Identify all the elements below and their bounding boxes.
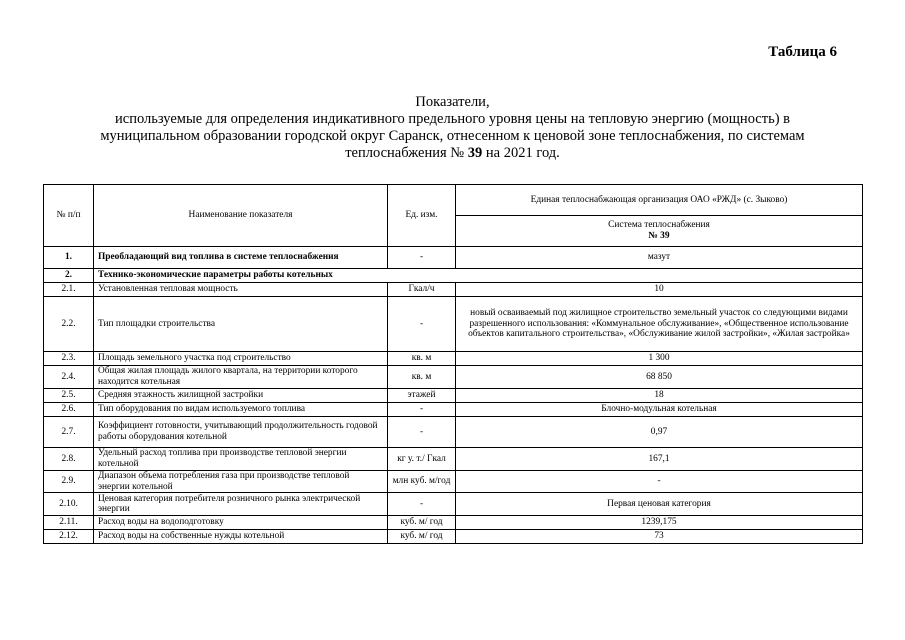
- row-unit: -: [388, 247, 456, 269]
- table-row: [44, 516, 863, 530]
- header-system: [456, 216, 863, 247]
- row-indicator-name: Ценовая категория потребителя розничного рынка электрической энергии: [94, 493, 388, 516]
- row-indicator-name: Удельный расход топлива при производстве тепловой энергии котельной: [94, 448, 388, 471]
- indicators-table: [43, 184, 863, 544]
- row-section-title: Технико-экономические параметры работы котельных: [94, 269, 863, 283]
- row-number: 1.: [44, 247, 94, 269]
- header-num: № п/п: [44, 185, 94, 247]
- row-number: 2.10.: [44, 493, 94, 516]
- row-unit: этажей: [388, 389, 456, 403]
- row-indicator-name: Преобладающий вид топлива в системе теплоснабжения: [94, 247, 388, 269]
- table-row: [44, 283, 863, 297]
- table-row: [44, 448, 863, 471]
- row-unit: кг у. т./ Гкал: [388, 448, 456, 471]
- row-number: 2.8.: [44, 448, 94, 471]
- table-row: [44, 417, 863, 448]
- heading-line-2: используемые для определения индикативного предельного уровня цены на тепловую энергию (мощность) в: [115, 111, 790, 127]
- document-heading: [40, 94, 865, 162]
- row-number: 2.5.: [44, 389, 94, 403]
- row-unit: -: [388, 297, 456, 352]
- row-unit: кв. м: [388, 366, 456, 389]
- heading-line-3: муниципальном образовании городской округ Саранск, отнесенном к ценовой зоне теплоснабжения, по системам: [100, 128, 805, 144]
- row-indicator-name: Расход воды на собственные нужды котельной: [94, 530, 388, 544]
- row-unit: куб. м/ год: [388, 516, 456, 530]
- heading-system-number: 39: [467, 145, 483, 161]
- row-value: 167,1: [456, 448, 863, 471]
- row-value: -: [456, 471, 863, 493]
- table-row: [44, 366, 863, 389]
- table-row: [44, 471, 863, 493]
- row-indicator-name: Тип площадки строительства: [94, 297, 388, 352]
- row-unit: Гкал/ч: [388, 283, 456, 297]
- table-header-row: [44, 185, 863, 216]
- row-number: 2.6.: [44, 403, 94, 417]
- row-number: 2.: [44, 269, 94, 283]
- row-indicator-name: Тип оборудования по видам используемого топлива: [94, 403, 388, 417]
- table-row: [44, 269, 863, 283]
- row-unit: -: [388, 417, 456, 448]
- heading-line-1: Показатели,: [415, 94, 490, 110]
- row-unit: -: [388, 493, 456, 516]
- row-number: 2.7.: [44, 417, 94, 448]
- heading-line-4-before: теплоснабжения №: [345, 145, 465, 161]
- heading-line-4-after: на 2021 год.: [485, 145, 560, 161]
- row-value: 73: [456, 530, 863, 544]
- row-indicator-name: Установленная тепловая мощность: [94, 283, 388, 297]
- row-indicator-name: Диапазон объема потребления газа при производстве тепловой энергии котельной: [94, 471, 388, 493]
- table-row: [44, 247, 863, 269]
- row-number: 2.4.: [44, 366, 94, 389]
- row-value: 10: [456, 283, 863, 297]
- row-value: мазут: [456, 247, 863, 269]
- header-name: Наименование показателя: [94, 185, 388, 247]
- table-row: [44, 389, 863, 403]
- row-number: 2.9.: [44, 471, 94, 493]
- row-unit: -: [388, 403, 456, 417]
- row-value: 68 850: [456, 366, 863, 389]
- header-unit: Ед. изм.: [388, 185, 456, 247]
- row-unit: кв. м: [388, 352, 456, 366]
- row-indicator-name: Коэффициент готовности, учитывающий продолжительность годовой работы оборудования котельной: [94, 417, 388, 448]
- header-system-label: Система теплоснабжения: [608, 220, 710, 231]
- table-label: Таблица 6: [768, 44, 837, 60]
- row-value: новый осваиваемый под жилищное строительство земельный участок со следующими видами разрешенного использования: «Коммунальное обслуживание», «Общественное использование объектов капитального строительства», «Обслуживание жилой застройки», «Жилая застройка»: [456, 297, 863, 352]
- row-indicator-name: Средняя этажность жилищной застройки: [94, 389, 388, 403]
- table-row: [44, 493, 863, 516]
- row-value: 1 300: [456, 352, 863, 366]
- table-row: [44, 297, 863, 352]
- table-row: [44, 352, 863, 366]
- row-value: Первая ценовая категория: [456, 493, 863, 516]
- table-row: [44, 403, 863, 417]
- table-row: [44, 530, 863, 544]
- row-number: 2.12.: [44, 530, 94, 544]
- row-number: 2.2.: [44, 297, 94, 352]
- row-indicator-name: Расход воды на водоподготовку: [94, 516, 388, 530]
- row-value: Блочно-модульная котельная: [456, 403, 863, 417]
- row-number: 2.1.: [44, 283, 94, 297]
- header-system-number: № 39: [648, 231, 670, 241]
- row-value: 1239,175: [456, 516, 863, 530]
- row-indicator-name: Общая жилая площадь жилого квартала, на территории которого находится котельная: [94, 366, 388, 389]
- row-number: 2.3.: [44, 352, 94, 366]
- heading-line-4: [40, 145, 865, 162]
- row-value: 18: [456, 389, 863, 403]
- row-indicator-name: Площадь земельного участка под строительство: [94, 352, 388, 366]
- row-unit: куб. м/ год: [388, 530, 456, 544]
- row-unit: млн куб. м/год: [388, 471, 456, 493]
- header-organization: Единая теплоснабжающая организация ОАО «РЖД» (с. Зыково): [456, 185, 863, 216]
- row-value: 0,97: [456, 417, 863, 448]
- row-number: 2.11.: [44, 516, 94, 530]
